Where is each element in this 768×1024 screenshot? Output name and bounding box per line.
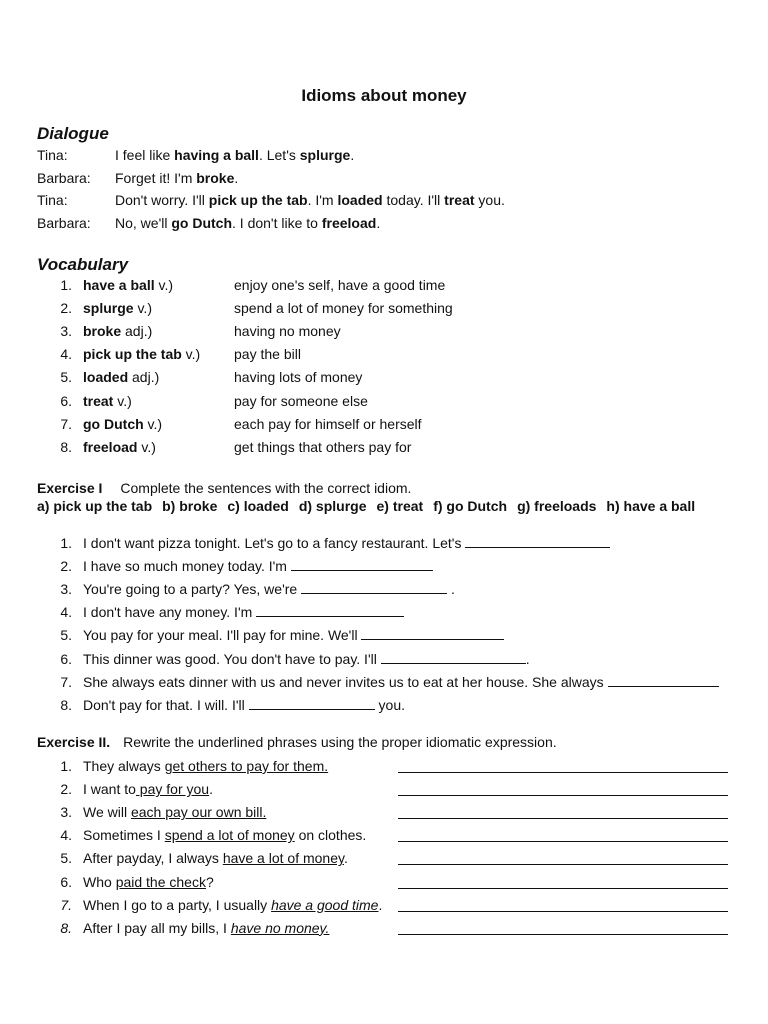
exercise2-item bbox=[0, 872, 768, 892]
exercise1-header bbox=[37, 480, 411, 496]
sentence-text: After I pay all my bills, I bbox=[83, 919, 231, 936]
idiom: splurge bbox=[299, 147, 351, 163]
sentence-text: I don't want pizza tonight. Let's go to a fancy restaurant. Let's bbox=[83, 535, 466, 551]
idiom: having a ball bbox=[174, 147, 259, 163]
answer-blank bbox=[291, 557, 433, 571]
vocab-item bbox=[0, 391, 768, 411]
option: g) freeloads bbox=[517, 498, 597, 514]
text: . bbox=[376, 215, 381, 231]
line-text bbox=[115, 190, 505, 210]
exercise1-item bbox=[0, 649, 768, 669]
exercise2-item bbox=[0, 895, 768, 915]
answer-blank bbox=[301, 580, 447, 594]
option: b) broke bbox=[162, 498, 218, 514]
answer-line bbox=[398, 759, 728, 773]
idiom: treat bbox=[444, 192, 475, 208]
exercise1-item bbox=[0, 672, 768, 692]
idiom: go Dutch bbox=[171, 215, 233, 231]
item-number: 4. bbox=[60, 827, 72, 844]
dialogue-line bbox=[0, 213, 768, 233]
answer-blank bbox=[465, 534, 610, 548]
sentence bbox=[83, 825, 366, 845]
sentence bbox=[83, 579, 455, 599]
option: f) go Dutch bbox=[433, 498, 508, 514]
vocab-item bbox=[0, 344, 768, 364]
line-text bbox=[115, 145, 354, 165]
meaning: spend a lot of money for something bbox=[234, 300, 453, 317]
text: . I'm bbox=[307, 192, 338, 208]
vocabulary-heading: Vocabulary bbox=[37, 255, 129, 274]
item-number: 6. bbox=[60, 392, 72, 409]
option: e) treat bbox=[376, 498, 424, 514]
term-word: freeload bbox=[83, 438, 138, 455]
term-word: loaded bbox=[83, 369, 129, 386]
meaning: having lots of money bbox=[234, 369, 363, 386]
dialogue-heading: Dialogue bbox=[37, 124, 109, 143]
sentence-end: . bbox=[343, 850, 348, 867]
answer-blank bbox=[608, 673, 719, 687]
sentence-text: When I go to a party, I usually bbox=[83, 896, 272, 913]
exercise2-header bbox=[37, 734, 557, 750]
term bbox=[83, 275, 173, 295]
answer-line bbox=[398, 921, 728, 935]
sentence-end: ? bbox=[205, 873, 214, 890]
sentence-end: on clothes. bbox=[294, 827, 367, 844]
vocab-item bbox=[0, 275, 768, 295]
item-number: 8. bbox=[60, 919, 72, 936]
underlined-phrase: spend a lot of money bbox=[164, 827, 295, 844]
answer-blank bbox=[361, 626, 504, 640]
sentence bbox=[83, 895, 382, 915]
text: you. bbox=[474, 192, 505, 208]
item-number: 8. bbox=[60, 438, 72, 455]
option: a) pick up the tab bbox=[37, 498, 153, 514]
term bbox=[83, 391, 132, 411]
sentence bbox=[83, 756, 328, 776]
answer-blank bbox=[381, 650, 526, 664]
term-word: have a ball bbox=[83, 277, 155, 293]
text: No, we'll bbox=[115, 215, 172, 231]
answer-blank bbox=[256, 603, 404, 617]
sentence-text: You pay for your meal. I'll pay for mine. We'll bbox=[83, 627, 362, 644]
exercise1-item bbox=[0, 695, 768, 715]
underlined-phrase: get others to pay for them. bbox=[164, 758, 329, 774]
vocab-item bbox=[0, 437, 768, 457]
sentence-text: Sometimes I bbox=[83, 827, 165, 844]
text: Forget it! I'm bbox=[115, 170, 197, 186]
item-number: 5. bbox=[60, 850, 72, 867]
sentence bbox=[83, 625, 504, 645]
exercise2-item bbox=[0, 825, 768, 845]
idiom: loaded bbox=[337, 192, 383, 208]
item-number: 3. bbox=[60, 323, 72, 340]
item-number: 1. bbox=[60, 535, 72, 551]
vocab-item bbox=[0, 414, 768, 434]
exercise1-item bbox=[0, 579, 768, 599]
exercise1-item bbox=[0, 625, 768, 645]
idiom: pick up the tab bbox=[208, 192, 308, 208]
exercise1-item bbox=[0, 533, 768, 553]
dialogue-line bbox=[0, 168, 768, 188]
sentence bbox=[83, 695, 405, 715]
item-number: 4. bbox=[60, 346, 72, 363]
item-number: 2. bbox=[60, 781, 72, 798]
idiom: broke bbox=[196, 170, 235, 186]
exercise1-item bbox=[0, 602, 768, 622]
option: d) splurge bbox=[298, 498, 367, 514]
part-of-speech: v.) bbox=[143, 415, 163, 432]
exercise2-item bbox=[0, 848, 768, 868]
line-text bbox=[115, 213, 380, 233]
part-of-speech: adj.) bbox=[128, 369, 160, 386]
text: I feel like bbox=[115, 147, 175, 163]
speaker: Tina: bbox=[37, 147, 68, 163]
sentence bbox=[83, 872, 214, 892]
underlined-phrase: have a lot of money bbox=[222, 850, 344, 867]
meaning: pay the bill bbox=[234, 346, 301, 363]
underlined-phrase: paid the check bbox=[115, 873, 206, 890]
text: . I don't like to bbox=[232, 215, 322, 231]
sentence bbox=[83, 918, 329, 938]
option: c) loaded bbox=[227, 498, 289, 514]
item-number: 1. bbox=[60, 758, 72, 774]
sentence-text: This dinner was good. You don't have to pay. I'll bbox=[83, 650, 381, 667]
meaning: having no money bbox=[234, 323, 341, 340]
text: Don't worry. I'll bbox=[115, 192, 209, 208]
vocab-item bbox=[0, 367, 768, 387]
item-number: 3. bbox=[60, 581, 72, 598]
meaning: get things that others pay for bbox=[234, 438, 412, 455]
term-word: broke bbox=[83, 323, 122, 340]
text: . bbox=[234, 170, 239, 186]
text: today. I'll bbox=[382, 192, 445, 208]
vocab-item bbox=[0, 321, 768, 341]
item-number: 5. bbox=[60, 627, 72, 644]
sentence-end: . bbox=[209, 781, 213, 798]
text: . bbox=[350, 147, 355, 163]
item-number: 7. bbox=[60, 415, 72, 432]
exercise2-item bbox=[0, 802, 768, 822]
speaker: Barbara: bbox=[37, 215, 91, 231]
exercise1-item bbox=[0, 556, 768, 576]
sentence bbox=[83, 848, 348, 868]
sentence bbox=[83, 602, 404, 622]
sentence-end: . bbox=[378, 896, 383, 913]
sentence-end: you. bbox=[374, 696, 405, 713]
answer-line bbox=[398, 898, 728, 912]
answer-blank bbox=[249, 696, 375, 710]
sentence-end: . bbox=[525, 650, 530, 667]
part-of-speech: v.) bbox=[181, 346, 201, 363]
part-of-speech: v.) bbox=[154, 277, 173, 293]
sentence-text: I have so much money today. I'm bbox=[83, 558, 291, 575]
answer-line bbox=[398, 805, 728, 819]
exercise1-options bbox=[37, 498, 705, 514]
answer-line bbox=[398, 828, 728, 842]
option: h) have a ball bbox=[606, 498, 696, 514]
sentence-text: After payday, I always bbox=[83, 850, 223, 867]
meaning: each pay for himself or herself bbox=[234, 415, 422, 432]
dialogue-line bbox=[0, 145, 768, 165]
exercise1-label: Exercise I bbox=[37, 480, 103, 496]
term bbox=[83, 321, 152, 341]
part-of-speech: v.) bbox=[113, 392, 132, 409]
underlined-phrase: each pay our own bill. bbox=[130, 804, 267, 821]
answer-line bbox=[398, 851, 728, 865]
underlined-phrase: have no money. bbox=[230, 919, 330, 936]
meaning: enjoy one's self, have a good time bbox=[234, 277, 446, 293]
meaning: pay for someone else bbox=[234, 392, 368, 409]
answer-line bbox=[398, 782, 728, 796]
exercise2-label: Exercise II. bbox=[37, 734, 111, 750]
part-of-speech: v.) bbox=[133, 300, 152, 317]
exercise2-item bbox=[0, 756, 768, 776]
dialogue-line bbox=[0, 190, 768, 210]
underlined-phrase: pay for you bbox=[135, 781, 210, 798]
speaker: Tina: bbox=[37, 192, 68, 208]
term bbox=[83, 414, 162, 434]
term bbox=[83, 344, 200, 364]
item-number: 8. bbox=[60, 696, 72, 713]
sentence bbox=[83, 533, 610, 553]
speaker: Barbara: bbox=[37, 170, 91, 186]
sentence-text: We will bbox=[83, 804, 131, 821]
part-of-speech: adj.) bbox=[121, 323, 153, 340]
item-number: 2. bbox=[60, 558, 72, 575]
item-number: 2. bbox=[60, 300, 72, 317]
term bbox=[83, 298, 152, 318]
sentence bbox=[83, 672, 719, 692]
sentence-text: I don't have any money. I'm bbox=[83, 604, 257, 621]
line-text bbox=[115, 168, 238, 188]
item-number: 7. bbox=[60, 673, 72, 690]
sentence-text: Don't pay for that. I will. I'll bbox=[83, 696, 249, 713]
item-number: 4. bbox=[60, 604, 72, 621]
item-number: 7. bbox=[60, 896, 72, 913]
exercise2-instruction: Rewrite the underlined phrases using the proper idiomatic expression. bbox=[123, 734, 557, 750]
term bbox=[83, 367, 159, 387]
underlined-phrase: have a good time bbox=[271, 896, 379, 913]
sentence-text: Who bbox=[83, 873, 116, 890]
idiom: freeload bbox=[321, 215, 377, 231]
sentence bbox=[83, 779, 213, 799]
item-number: 3. bbox=[60, 804, 72, 821]
text: . Let's bbox=[258, 147, 300, 163]
item-number: 1. bbox=[60, 277, 72, 293]
term-word: treat bbox=[83, 392, 114, 409]
answer-line bbox=[398, 875, 728, 889]
sentence-text: She always eats dinner with us and never invites us to eat at her house. She always bbox=[83, 673, 608, 690]
sentence-text: They always bbox=[83, 758, 165, 774]
term-word: pick up the tab bbox=[83, 346, 182, 363]
exercise2-item bbox=[0, 918, 768, 938]
term-word: go Dutch bbox=[83, 415, 144, 432]
sentence-text: I want to bbox=[83, 781, 136, 798]
exercise2-item bbox=[0, 779, 768, 799]
vocab-item bbox=[0, 298, 768, 318]
exercise1-instruction: Complete the sentences with the correct idiom. bbox=[120, 480, 412, 496]
sentence-text: You're going to a party? Yes, we're bbox=[83, 581, 302, 598]
sentence bbox=[83, 649, 530, 669]
sentence-end: . bbox=[447, 581, 455, 598]
term-word: splurge bbox=[83, 300, 134, 317]
item-number: 6. bbox=[60, 873, 72, 890]
sentence bbox=[83, 556, 433, 576]
sentence bbox=[83, 802, 266, 822]
part-of-speech: v.) bbox=[137, 438, 156, 455]
term bbox=[83, 437, 156, 457]
item-number: 5. bbox=[60, 369, 72, 386]
page-title: Idioms about money bbox=[301, 86, 467, 105]
item-number: 6. bbox=[60, 650, 72, 667]
